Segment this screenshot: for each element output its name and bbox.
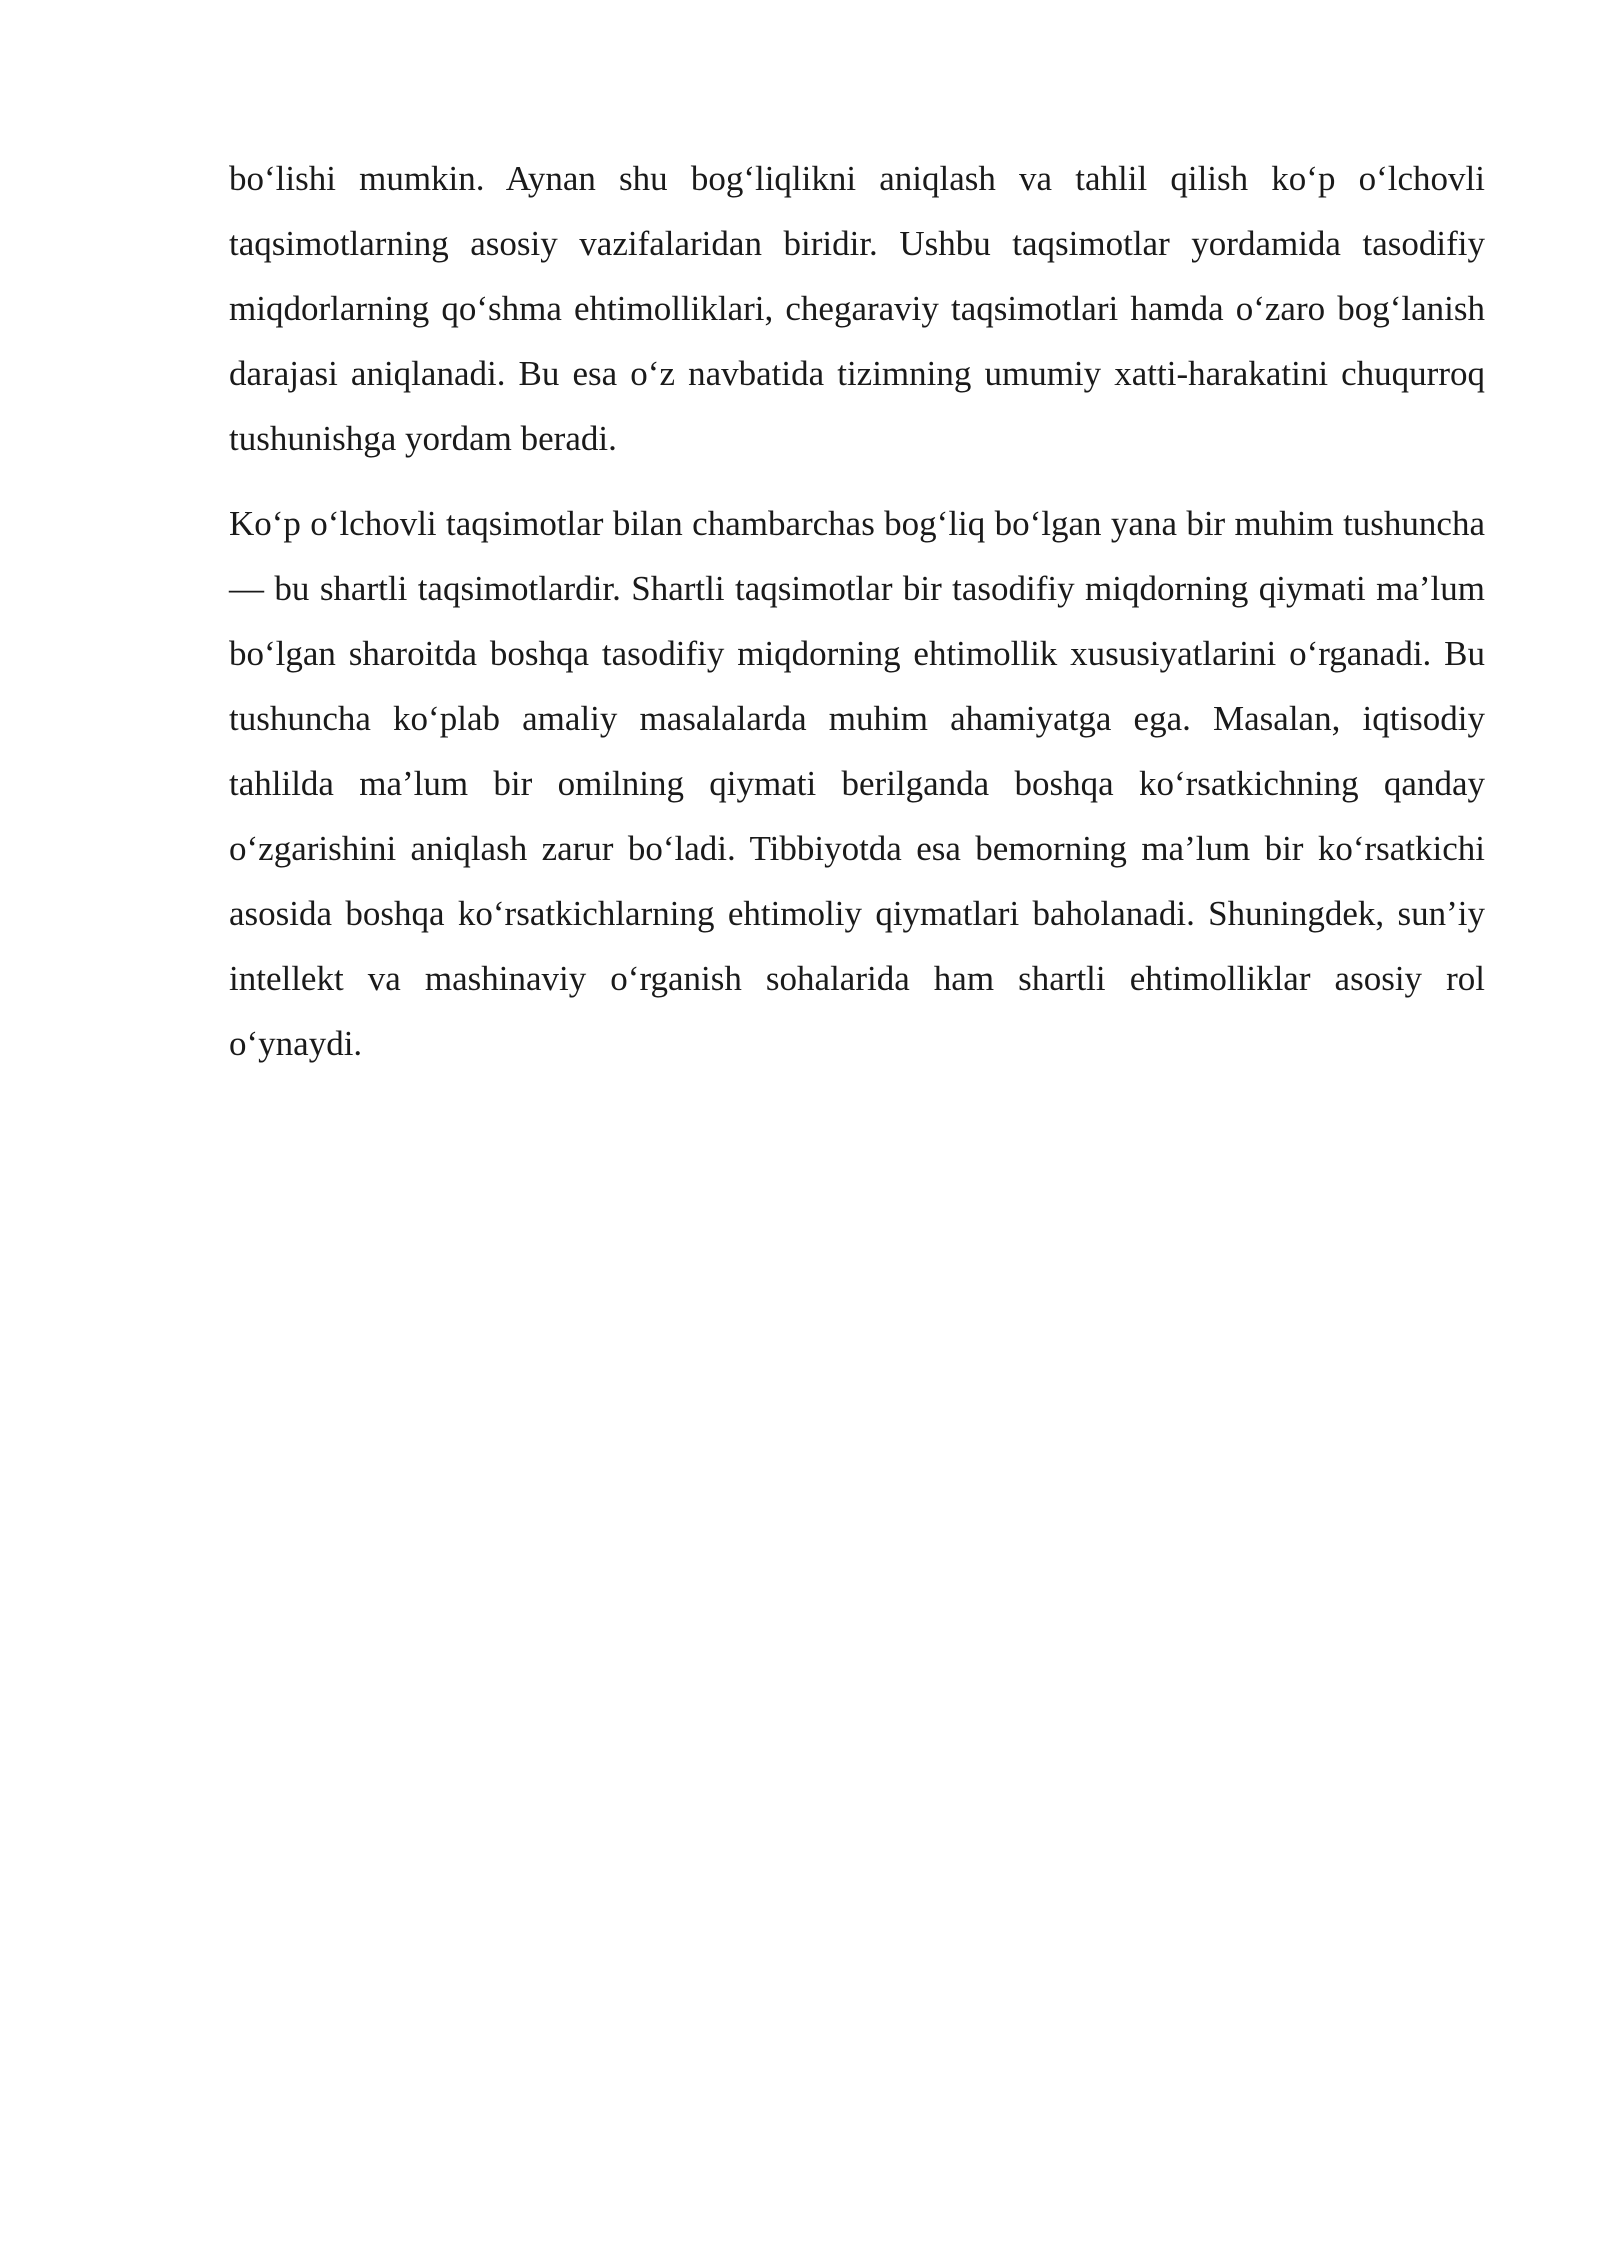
paragraph-1: bo‘lishi mumkin. Aynan shu bog‘liqlikni aniqlash va tahlil qilish ko‘p o‘lchovli taqsimotlarning asosiy vazifalaridan biridir. Ushbu taqsimotlar yordamida tasodifiy miqdorlarning qo‘shma ehtimolliklari, chegaraviy taqsimotlari hamda o‘zaro bog‘lanish darajasi aniqlanadi. Bu esa o‘z navbatida tizimning umumiy xatti-harakatini chuqurroq tushunishga yordam beradi. <box>229 159 1485 458</box>
body-text <box>229 146 1485 1076</box>
paragraph-2: Ko‘p o‘lchovli taqsimotlar bilan chambarchas bog‘liq bo‘lgan yana bir muhim tushuncha — bu shartli taqsimotlardir. Shartli taqsimotlar bir tasodifiy miqdorning qiymati ma’lum bo‘lgan sharoitda boshqa tasodifiy miqdorning ehtimollik xususiyatlarini o‘rganadi. Bu tushuncha ko‘plab amaliy masalalarda muhim ahamiyatga ega. Masalan, iqtisodiy tahlilda ma’lum bir omilning qiymati berilganda boshqa ko‘rsatkichning qanday o‘zgarishini aniqlash zarur bo‘ladi. Tibbiyotda esa bemorning ma’lum bir ko‘rsatkichi asosida boshqa ko‘rsatkichlarning ehtimoliy qiymatlari baholanadi. Shuningdek, sun’iy intellekt va mashinaviy o‘rganish sohalarida ham shartli ehtimolliklar asosiy rol o‘ynaydi. <box>229 504 1485 1063</box>
